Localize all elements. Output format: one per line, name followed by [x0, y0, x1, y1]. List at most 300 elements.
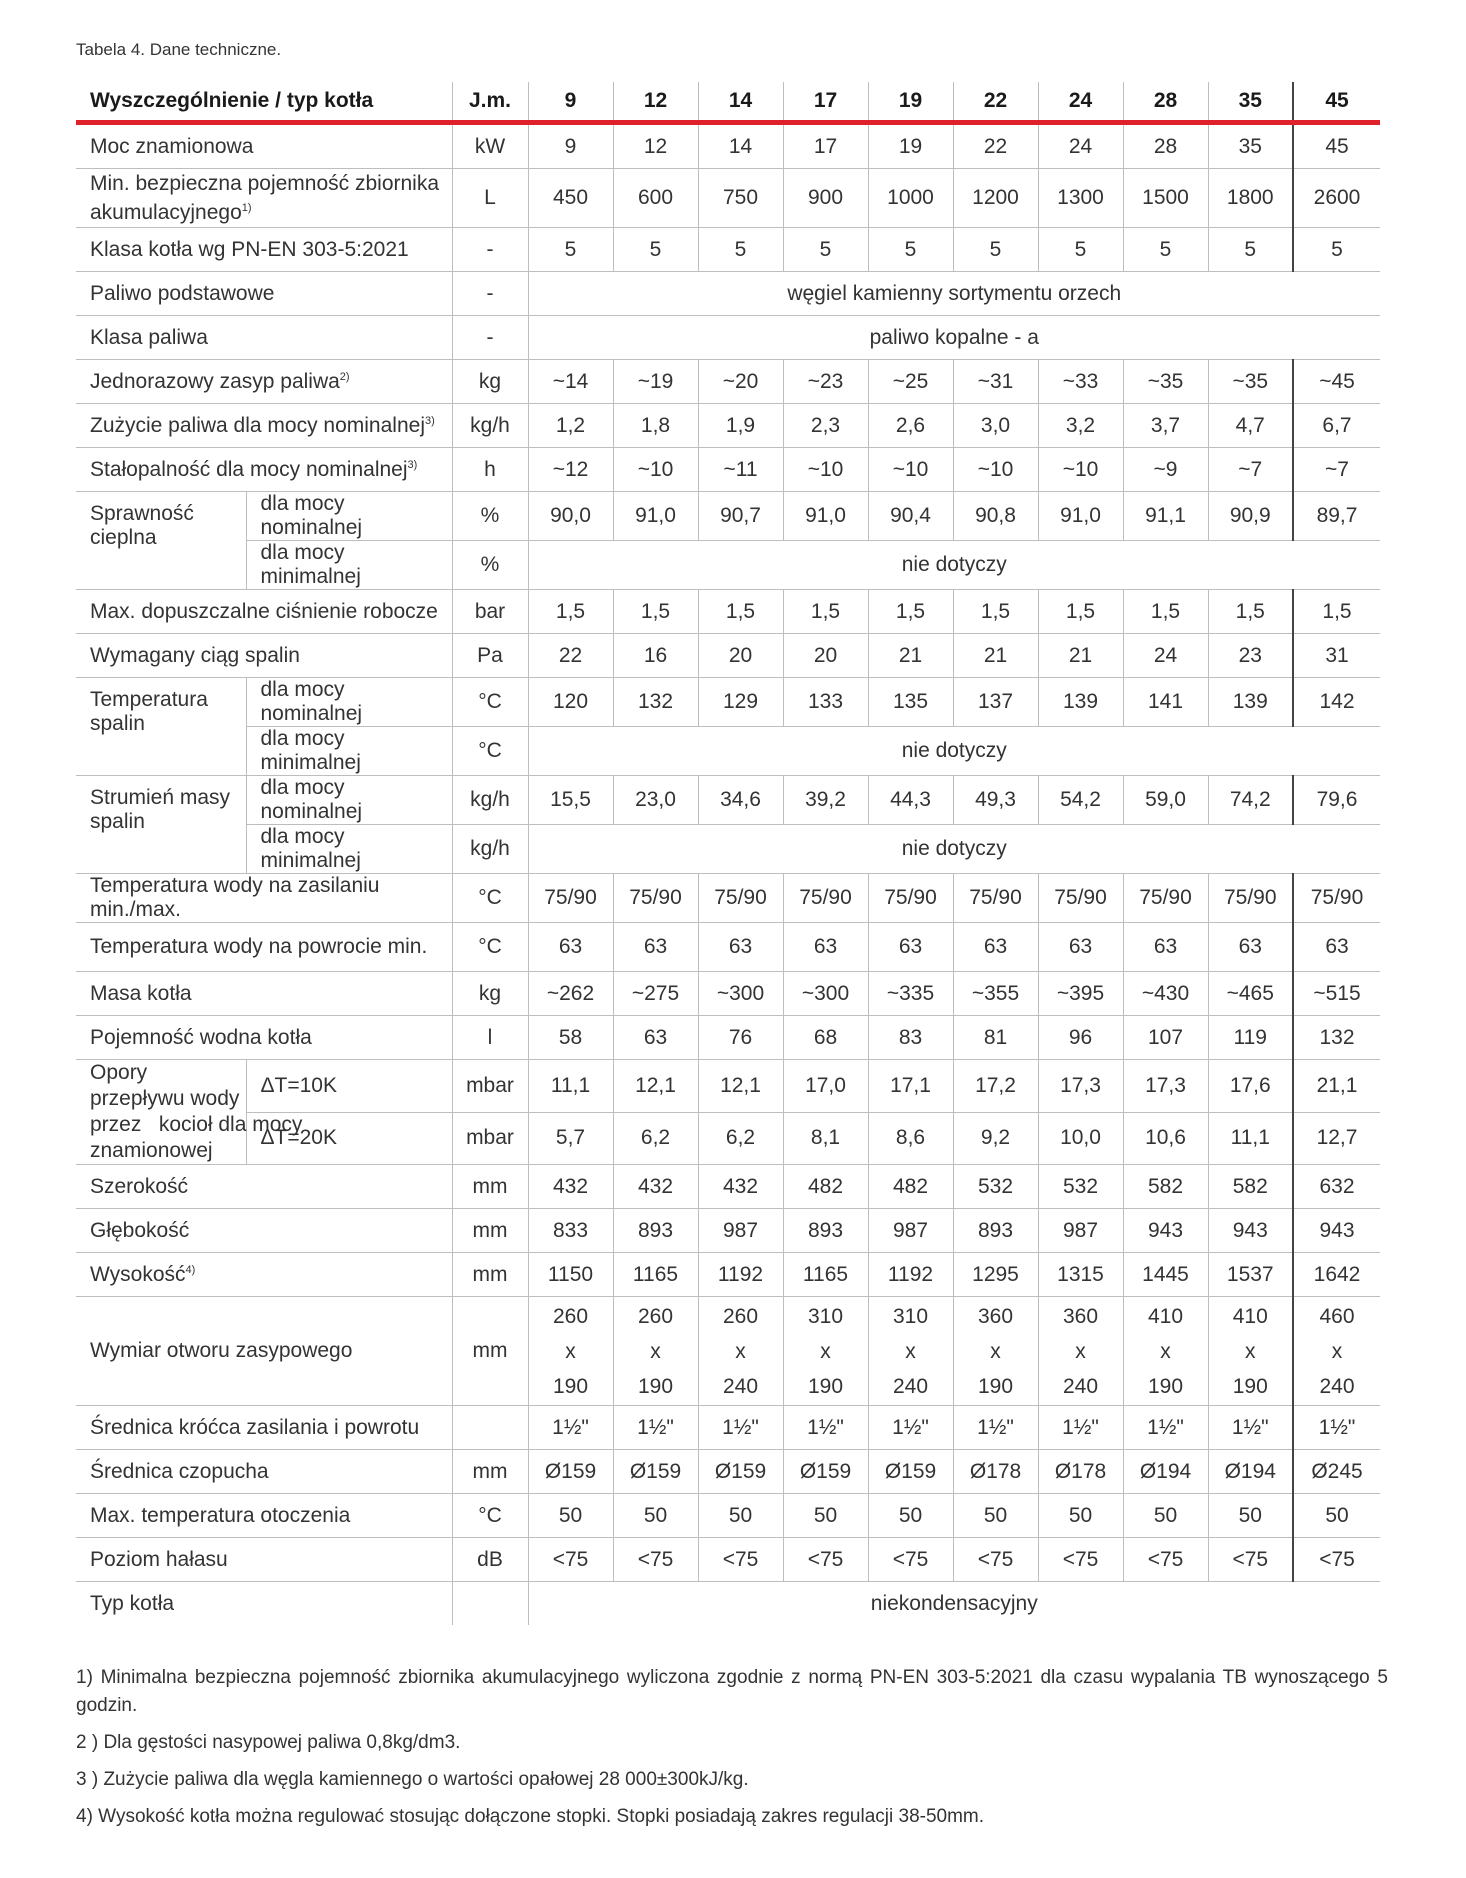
- value-cell: ~7: [1293, 448, 1380, 492]
- value-cell: 1200: [953, 169, 1038, 228]
- value-cell: ~465: [1208, 972, 1293, 1016]
- value-cell: 21,1: [1293, 1060, 1380, 1113]
- value-cell: 20: [698, 634, 783, 678]
- row-unit: dB: [452, 1538, 528, 1582]
- value-cell: 63: [613, 923, 698, 972]
- value-cell: 9: [528, 123, 613, 169]
- row-temp-zasilania: [76, 874, 1380, 923]
- dimension-bottom: 190: [1232, 1374, 1268, 1398]
- value-cell: 17,6: [1208, 1060, 1293, 1113]
- dimension-top: 360: [1062, 1304, 1099, 1328]
- value-cell: ~35: [1123, 360, 1208, 404]
- row-unit: kg: [452, 972, 528, 1016]
- header-row: [76, 82, 1380, 123]
- value-cell: 81: [953, 1016, 1038, 1060]
- value-cell: 17: [783, 123, 868, 169]
- value-cell: 8,1: [783, 1112, 868, 1165]
- dimension-bottom: 240: [892, 1374, 929, 1398]
- footnote-ref: 3): [407, 458, 418, 471]
- model-header: 22: [953, 82, 1038, 123]
- footnote-ref: 3): [425, 414, 435, 427]
- row-opory-dt10: [76, 1060, 1380, 1113]
- value-cell: 1½": [1123, 1406, 1208, 1450]
- value-cell: ~395: [1038, 972, 1123, 1016]
- value-cell: 132: [613, 678, 698, 727]
- value-cell: 5: [1293, 228, 1380, 272]
- row-unit: %: [452, 541, 528, 590]
- value-cell: ~275: [613, 972, 698, 1016]
- label-line: przez kocioł dla mocy: [90, 1113, 303, 1136]
- row-label: [76, 448, 452, 492]
- row-label: Temperatura wody na powrocie min.: [76, 923, 452, 972]
- row-unit: kg: [452, 360, 528, 404]
- dimension-x: x: [1331, 1339, 1343, 1363]
- value-cell: Ø194: [1123, 1450, 1208, 1494]
- value-cell: <75: [1208, 1538, 1293, 1582]
- row-unit: kg/h: [452, 825, 528, 874]
- value-cell: 90,0: [528, 492, 613, 541]
- value-cell: 63: [528, 923, 613, 972]
- value-cell: 76: [698, 1016, 783, 1060]
- sub-label: dla mocy minimalnej: [246, 727, 452, 776]
- row-label: Paliwo podstawowe: [76, 272, 452, 316]
- row-unit: -: [452, 316, 528, 360]
- value-cell: 50: [1293, 1494, 1380, 1538]
- value-cell: [868, 1297, 953, 1406]
- technical-data-table: [76, 82, 1380, 1625]
- row-wysokosc: [76, 1253, 1380, 1297]
- value-cell: 1150: [528, 1253, 613, 1297]
- dimension-top: 410: [1232, 1304, 1268, 1328]
- row-unit: L: [452, 169, 528, 228]
- value-cell: [1123, 1297, 1208, 1406]
- value-cell: ~25: [868, 360, 953, 404]
- value-cell: 16: [613, 634, 698, 678]
- row-unit: kW: [452, 123, 528, 169]
- value-cell: 50: [1208, 1494, 1293, 1538]
- value-cell: Ø159: [613, 1450, 698, 1494]
- value-cell: ~20: [698, 360, 783, 404]
- row-temp-powrotu: [76, 923, 1380, 972]
- value-cell: 2,6: [868, 404, 953, 448]
- value-cell: 90,8: [953, 492, 1038, 541]
- value-cell: 432: [698, 1165, 783, 1209]
- value-cell: 3,0: [953, 404, 1038, 448]
- dimension-top: 260: [722, 1304, 759, 1328]
- row-group-label: [76, 492, 246, 590]
- value-cell: 137: [953, 678, 1038, 727]
- value-cell: 50: [1123, 1494, 1208, 1538]
- value-cell: 45: [1293, 123, 1380, 169]
- value-cell: 63: [698, 923, 783, 972]
- value-cell: 1315: [1038, 1253, 1123, 1297]
- value-cell: 75/90: [1123, 874, 1208, 923]
- value-cell: 750: [698, 169, 783, 228]
- row-label: Max. temperatura otoczenia: [76, 1494, 452, 1538]
- sub-label: ΔT=10K: [246, 1060, 452, 1113]
- value-cell: 107: [1123, 1016, 1208, 1060]
- row-label: Wymiar otworu zasypowego: [76, 1297, 452, 1406]
- value-cell: 132: [1293, 1016, 1380, 1060]
- dimension-bottom: 240: [1062, 1374, 1099, 1398]
- row-wymiar-otworu: [76, 1297, 1380, 1406]
- value-cell: 1½": [613, 1406, 698, 1450]
- value-cell: 139: [1208, 678, 1293, 727]
- value-cell: 3,2: [1038, 404, 1123, 448]
- value-cell: 1800: [1208, 169, 1293, 228]
- merged-value: paliwo kopalne - a: [528, 316, 1380, 360]
- value-cell: ~300: [698, 972, 783, 1016]
- model-header: 12: [613, 82, 698, 123]
- value-cell: 90,9: [1208, 492, 1293, 541]
- value-cell: 8,6: [868, 1112, 953, 1165]
- row-label: Średnica czopucha: [76, 1450, 452, 1494]
- dimension-bottom: 190: [637, 1374, 674, 1398]
- value-cell: 943: [1123, 1209, 1208, 1253]
- row-label: [76, 1253, 452, 1297]
- row-masa-kotla: [76, 972, 1380, 1016]
- value-cell: ~35: [1208, 360, 1293, 404]
- row-strumien-minimalna: [76, 825, 1380, 874]
- sub-label: dla mocy minimalnej: [246, 541, 452, 590]
- value-cell: 482: [783, 1165, 868, 1209]
- dimension-top: 260: [637, 1304, 674, 1328]
- label-line: Temperatura: [90, 688, 208, 711]
- value-cell: 22: [953, 123, 1038, 169]
- footnote: 3 ) Zużycie paliwa dla węgla kamiennego o wartości opałowej 28 000±300kJ/kg.: [76, 1769, 749, 1790]
- value-cell: 119: [1208, 1016, 1293, 1060]
- value-cell: 44,3: [868, 776, 953, 825]
- value-cell: ~262: [528, 972, 613, 1016]
- row-unit: [452, 1406, 528, 1450]
- row-unit: mm: [452, 1253, 528, 1297]
- value-cell: 50: [613, 1494, 698, 1538]
- dimension-x: x: [735, 1339, 746, 1363]
- row-szerokosc: [76, 1165, 1380, 1209]
- row-klasa-kotla: [76, 228, 1380, 272]
- value-cell: Ø159: [868, 1450, 953, 1494]
- value-cell: 21: [868, 634, 953, 678]
- footnote: 4) Wysokość kotła można regulować stosując dołączone stopki. Stopki posiadają zakres regulacji 38-50mm.: [76, 1806, 985, 1827]
- value-cell: 1537: [1208, 1253, 1293, 1297]
- value-cell: 12,7: [1293, 1112, 1380, 1165]
- row-unit: l: [452, 1016, 528, 1060]
- row-label: Max. dopuszczalne ciśnienie robocze: [76, 590, 452, 634]
- model-header: 24: [1038, 82, 1123, 123]
- dimension-x: x: [820, 1339, 831, 1363]
- row-moc-znamionowa: [76, 123, 1380, 169]
- row-pojemnosc-wodna: [76, 1016, 1380, 1060]
- value-cell: Ø159: [528, 1450, 613, 1494]
- row-unit: %: [452, 492, 528, 541]
- value-cell: 893: [613, 1209, 698, 1253]
- value-cell: 1,5: [528, 590, 613, 634]
- value-cell: 1500: [1123, 169, 1208, 228]
- value-cell: 50: [1038, 1494, 1123, 1538]
- value-cell: 63: [783, 923, 868, 972]
- value-cell: 75/90: [783, 874, 868, 923]
- value-cell: [613, 1297, 698, 1406]
- value-cell: 2600: [1293, 169, 1380, 228]
- label-text: Zużycie paliwa dla mocy nominalnej: [90, 413, 425, 437]
- value-cell: 50: [528, 1494, 613, 1538]
- sub-label: dla mocy nominalnej: [246, 492, 452, 541]
- value-cell: 17,2: [953, 1060, 1038, 1113]
- footnote-ref: 1): [241, 201, 252, 214]
- row-label: Moc znamionowa: [76, 123, 452, 169]
- value-cell: 129: [698, 678, 783, 727]
- sub-label: dla mocy nominalnej: [246, 776, 452, 825]
- row-group-label: [76, 776, 246, 874]
- row-unit: mbar: [452, 1060, 528, 1113]
- value-cell: 75/90: [1293, 874, 1380, 923]
- value-cell: <75: [698, 1538, 783, 1582]
- value-cell: 10,0: [1038, 1112, 1123, 1165]
- value-cell: ~10: [613, 448, 698, 492]
- value-cell: 450: [528, 169, 613, 228]
- model-header: 45: [1293, 82, 1380, 123]
- value-cell: 1½": [868, 1406, 953, 1450]
- value-cell: 582: [1123, 1165, 1208, 1209]
- row-unit: °C: [452, 1494, 528, 1538]
- value-cell: 50: [783, 1494, 868, 1538]
- value-cell: ~7: [1208, 448, 1293, 492]
- value-cell: [1293, 1297, 1380, 1406]
- value-cell: 1,5: [1208, 590, 1293, 634]
- value-cell: 2,3: [783, 404, 868, 448]
- value-cell: 74,2: [1208, 776, 1293, 825]
- value-cell: ~9: [1123, 448, 1208, 492]
- label-text: Jednorazowy zasyp paliwa: [90, 369, 340, 393]
- value-cell: 91,0: [613, 492, 698, 541]
- value-cell: ~31: [953, 360, 1038, 404]
- value-cell: 63: [1208, 923, 1293, 972]
- row-label: Klasa paliwa: [76, 316, 452, 360]
- value-cell: 91,1: [1123, 492, 1208, 541]
- dimension-top: 310: [807, 1304, 844, 1328]
- label-text: Wysokość: [90, 1262, 186, 1286]
- spec-header: Wyszczególnienie / typ kotła: [76, 82, 452, 123]
- value-cell: 75/90: [1038, 874, 1123, 923]
- row-strumien-nominalna: [76, 776, 1380, 825]
- value-cell: 17,0: [783, 1060, 868, 1113]
- row-srednica-krocca: [76, 1406, 1380, 1450]
- value-cell: 5: [1038, 228, 1123, 272]
- footnote: 2 ) Dla gęstości nasypowej paliwa 0,8kg/dm3.: [76, 1732, 461, 1753]
- value-cell: ~10: [868, 448, 953, 492]
- dimension-x: x: [565, 1339, 576, 1363]
- value-cell: 9,2: [953, 1112, 1038, 1165]
- row-label: Średnica króćca zasilania i powrotu: [76, 1406, 452, 1450]
- dimension-x: x: [1075, 1339, 1086, 1363]
- value-cell: 582: [1208, 1165, 1293, 1209]
- value-cell: 59,0: [1123, 776, 1208, 825]
- value-cell: 3,7: [1123, 404, 1208, 448]
- value-cell: 4,7: [1208, 404, 1293, 448]
- value-cell: 5: [528, 228, 613, 272]
- row-unit: °C: [452, 678, 528, 727]
- dimension-x: x: [990, 1339, 1001, 1363]
- value-cell: ~11: [698, 448, 783, 492]
- row-unit: h: [452, 448, 528, 492]
- value-cell: 1½": [528, 1406, 613, 1450]
- value-cell: ~23: [783, 360, 868, 404]
- row-unit: mm: [452, 1297, 528, 1406]
- value-cell: 6,2: [613, 1112, 698, 1165]
- row-paliwo-podstawowe: [76, 272, 1380, 316]
- value-cell: 1,5: [953, 590, 1038, 634]
- row-group-label: [76, 678, 246, 776]
- row-label: Klasa kotła wg PN-EN 303-5:2021: [76, 228, 452, 272]
- value-cell: 50: [698, 1494, 783, 1538]
- value-cell: 17,3: [1038, 1060, 1123, 1113]
- value-cell: 96: [1038, 1016, 1123, 1060]
- unit-header: J.m.: [452, 82, 528, 123]
- value-cell: <75: [953, 1538, 1038, 1582]
- value-cell: 5: [953, 228, 1038, 272]
- value-cell: 83: [868, 1016, 953, 1060]
- row-label: Szerokość: [76, 1165, 452, 1209]
- value-cell: 31: [1293, 634, 1380, 678]
- row-unit: bar: [452, 590, 528, 634]
- value-cell: 432: [613, 1165, 698, 1209]
- value-cell: 1,2: [528, 404, 613, 448]
- model-header: 19: [868, 82, 953, 123]
- value-cell: Ø194: [1208, 1450, 1293, 1494]
- dimension-x: x: [650, 1339, 661, 1363]
- value-cell: [953, 1297, 1038, 1406]
- footnote: 1) Minimalna bezpieczna pojemność zbiornika akumulacyjnego wyliczona zgodnie z normą PN-EN 303-5:2021 dla czasu wypalania TB wynoszącego 5 godzin.: [76, 1667, 1388, 1716]
- value-cell: 1165: [783, 1253, 868, 1297]
- model-header: 35: [1208, 82, 1293, 123]
- value-cell: 1000: [868, 169, 953, 228]
- footnote-ref: 2): [339, 370, 350, 383]
- value-cell: 1192: [868, 1253, 953, 1297]
- value-cell: 14: [698, 123, 783, 169]
- value-cell: 63: [1123, 923, 1208, 972]
- value-cell: 63: [1293, 923, 1380, 972]
- value-cell: [783, 1297, 868, 1406]
- value-cell: 50: [953, 1494, 1038, 1538]
- value-cell: 75/90: [528, 874, 613, 923]
- value-cell: Ø178: [953, 1450, 1038, 1494]
- value-cell: 63: [613, 1016, 698, 1060]
- value-cell: 141: [1123, 678, 1208, 727]
- row-unit: kg/h: [452, 404, 528, 448]
- value-cell: ~335: [868, 972, 953, 1016]
- value-cell: 5: [783, 228, 868, 272]
- value-cell: <75: [1123, 1538, 1208, 1582]
- label-line: spalin: [90, 810, 145, 833]
- sub-label: ΔT=20K: [246, 1112, 452, 1165]
- value-cell: 5: [1123, 228, 1208, 272]
- value-cell: ~515: [1293, 972, 1380, 1016]
- value-cell: 1295: [953, 1253, 1038, 1297]
- row-klasa-paliwa: [76, 316, 1380, 360]
- dimension-bottom: 190: [977, 1374, 1014, 1398]
- value-cell: 987: [1038, 1209, 1123, 1253]
- model-header: 17: [783, 82, 868, 123]
- row-unit: kg/h: [452, 776, 528, 825]
- dimension-top: 410: [1147, 1304, 1184, 1328]
- label-line: akumulacyjnego: [90, 200, 242, 224]
- value-cell: 75/90: [698, 874, 783, 923]
- value-cell: 1,5: [613, 590, 698, 634]
- row-label: Wymagany ciąg spalin: [76, 634, 452, 678]
- value-cell: <75: [613, 1538, 698, 1582]
- value-cell: 91,0: [1038, 492, 1123, 541]
- value-cell: 91,0: [783, 492, 868, 541]
- row-label: Typ kotła: [76, 1582, 452, 1626]
- value-cell: 63: [868, 923, 953, 972]
- sub-label: dla mocy minimalnej: [246, 825, 452, 874]
- value-cell: 24: [1038, 123, 1123, 169]
- value-cell: 11,1: [528, 1060, 613, 1113]
- value-cell: 63: [953, 923, 1038, 972]
- value-cell: 833: [528, 1209, 613, 1253]
- value-cell: ~10: [1038, 448, 1123, 492]
- row-label: [76, 360, 452, 404]
- value-cell: 12,1: [698, 1060, 783, 1113]
- dimension-top: 360: [977, 1304, 1014, 1328]
- value-cell: 12,1: [613, 1060, 698, 1113]
- label-line: Min. bezpieczna pojemność zbiornika: [90, 171, 440, 195]
- value-cell: 1½": [698, 1406, 783, 1450]
- value-cell: 1½": [783, 1406, 868, 1450]
- merged-value: węgiel kamienny sortymentu orzech: [528, 272, 1380, 316]
- value-cell: 34,6: [698, 776, 783, 825]
- label-line: cieplna: [90, 526, 157, 549]
- footnote-ref: 4): [185, 1263, 196, 1276]
- value-cell: ~300: [783, 972, 868, 1016]
- value-cell: 49,3: [953, 776, 1038, 825]
- row-sprawnosc-minimalna: [76, 541, 1380, 590]
- model-header: 28: [1123, 82, 1208, 123]
- dimension-top: 460: [1319, 1304, 1355, 1328]
- value-cell: ~355: [953, 972, 1038, 1016]
- dimension-x: x: [905, 1339, 916, 1363]
- value-cell: 21: [1038, 634, 1123, 678]
- value-cell: 58: [528, 1016, 613, 1060]
- dimension-x: x: [1245, 1339, 1256, 1363]
- value-cell: 90,7: [698, 492, 783, 541]
- value-cell: 142: [1293, 678, 1380, 727]
- merged-value: nie dotyczy: [528, 727, 1380, 776]
- value-cell: 20: [783, 634, 868, 678]
- value-cell: 120: [528, 678, 613, 727]
- value-cell: 28: [1123, 123, 1208, 169]
- value-cell: Ø159: [783, 1450, 868, 1494]
- value-cell: ~19: [613, 360, 698, 404]
- row-unit: -: [452, 272, 528, 316]
- dimension-top: 310: [892, 1304, 929, 1328]
- value-cell: 17,3: [1123, 1060, 1208, 1113]
- value-cell: 987: [868, 1209, 953, 1253]
- row-poziom-halasu: [76, 1538, 1380, 1582]
- value-cell: 19: [868, 123, 953, 169]
- value-cell: 10,6: [1123, 1112, 1208, 1165]
- value-cell: 1300: [1038, 169, 1123, 228]
- dimension-top: 260: [552, 1304, 589, 1328]
- label-line: Strumień masy: [90, 786, 231, 809]
- value-cell: 893: [783, 1209, 868, 1253]
- value-cell: 89,7: [1293, 492, 1380, 541]
- value-cell: 68: [783, 1016, 868, 1060]
- label-line: Sprawność: [90, 502, 194, 525]
- value-cell: 1165: [613, 1253, 698, 1297]
- value-cell: 532: [953, 1165, 1038, 1209]
- value-cell: 17,1: [868, 1060, 953, 1113]
